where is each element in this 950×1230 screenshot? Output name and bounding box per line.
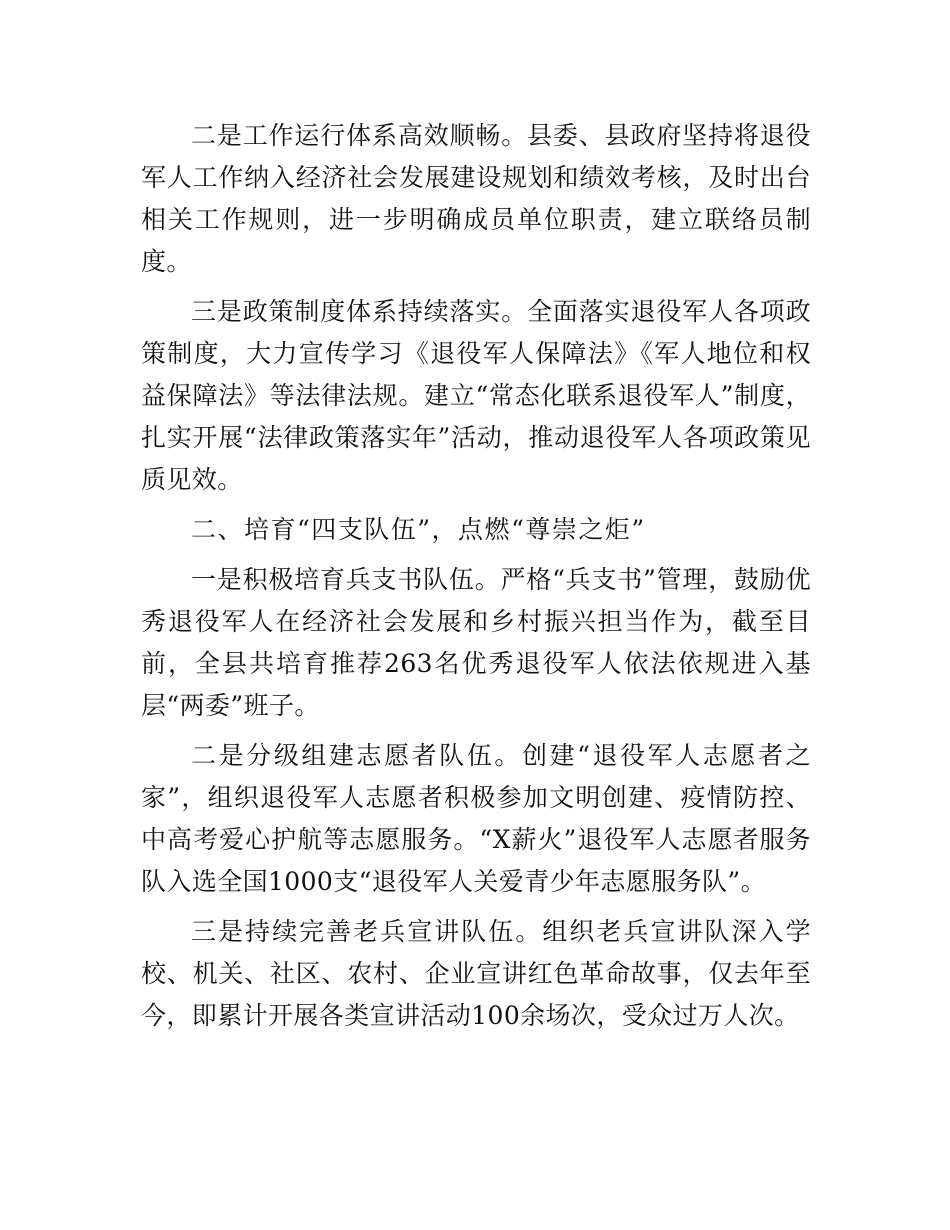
section-heading-four-teams: 二、培育“四支队伍”，点燃“尊崇之炬” <box>191 515 646 544</box>
paragraph-work-system: 二是工作运行体系高效顺畅。县委、县政府坚持将退役军人工作纳入经济社会发展建设规划和绩效考核，及时出台相关工作规则，进一步明确成员单位职责，建立联络员制度。 <box>141 121 811 276</box>
paragraph-soldier-secretary-team: 一是积极培育兵支书队伍。严格“兵支书”管理，鼓励优秀退役军人在经济社会发展和乡村振兴担当作为，截至目前，全县共培育推荐263名优秀退役军人依法依规进入基层“两委”班子。 <box>141 565 811 720</box>
paragraph-volunteer-team: 二是分级组建志愿者队伍。创建“退役军人志愿者之家”，组织退役军人志愿者积极参加文明创建、疫情防控、中高考爱心护航等志愿服务。“X薪火”退役军人志愿者服务队入选全国1000支“退役军人关爱青少年志愿服务队”。 <box>141 741 811 896</box>
document-body <box>141 115 811 1045</box>
paragraph-veteran-lecture-team: 三是持续完善老兵宣讲队伍。组织老兵宣讲队深入学校、机关、社区、农村、企业宣讲红色革命故事，仅去年至今，即累计开展各类宣讲活动100余场次，受众过万人次。 <box>141 917 811 1030</box>
paragraph-policy-system: 三是政策制度体系持续落实。全面落实退役军人各项政策制度，大力宣传学习《退役军人保障法》《军人地位和权益保障法》等法律法规。建立“常态化联系退役军人”制度，扎实开展“法律政策落实年”活动，推动退役军人各项政策见质见效。 <box>141 297 811 494</box>
